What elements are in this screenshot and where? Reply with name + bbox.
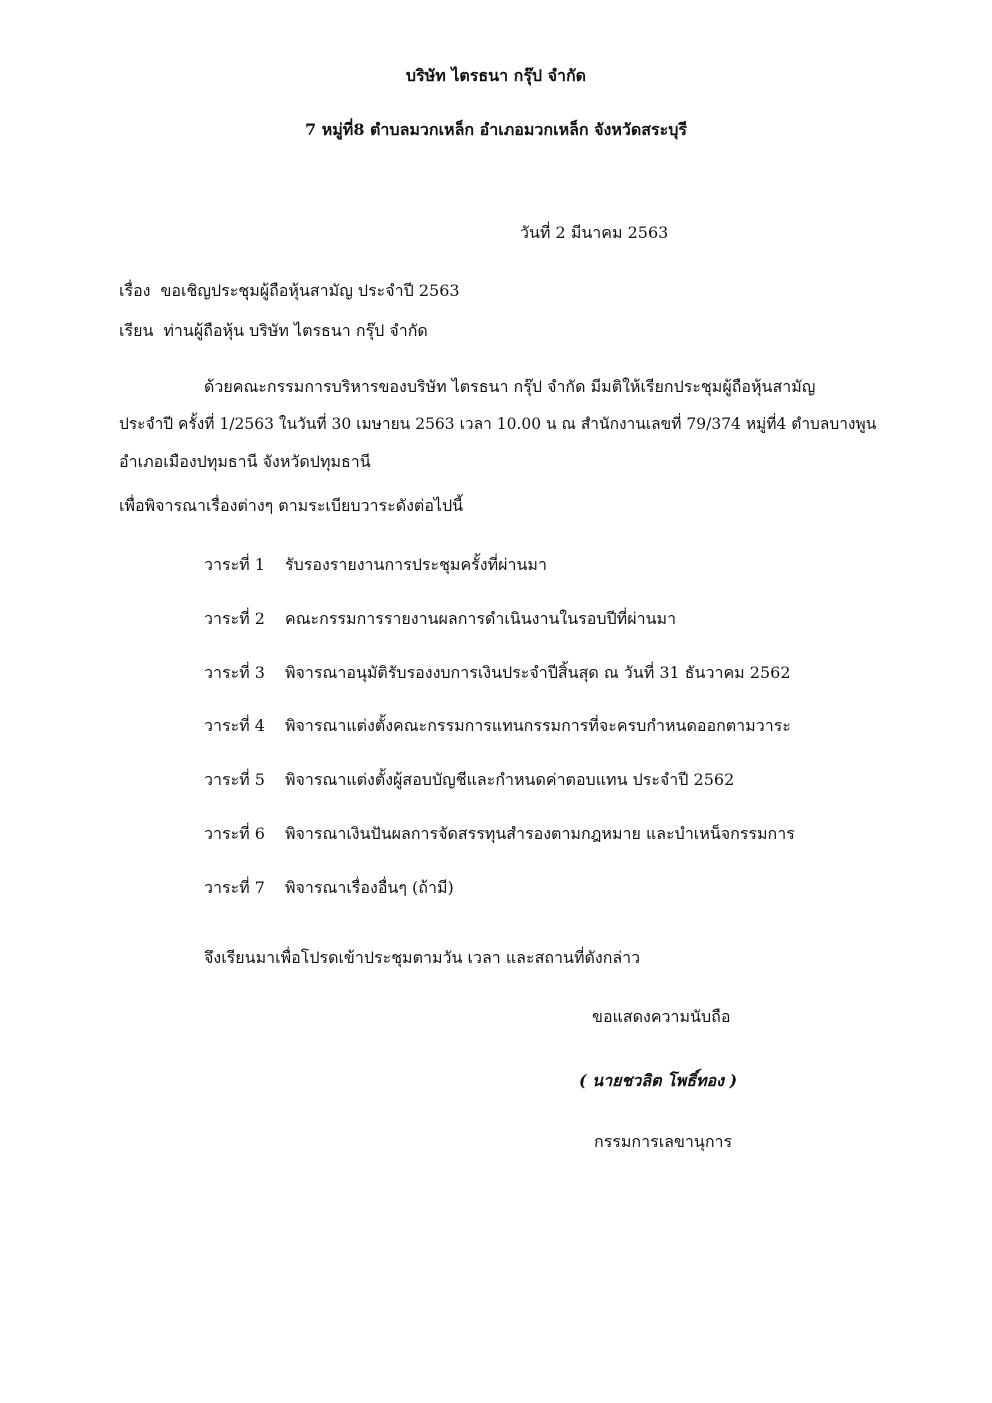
agenda-number: วาระที่ 6 [204, 824, 265, 843]
closing-sentence: จึงเรียนมาเพื่อโปรดเข้าประชุมตามวัน เวลา และสถานที่ดังกล่าว [204, 948, 641, 967]
agenda-text: พิจารณาแต่งตั้งผู้สอบบัญชีและกำหนดค่าตอบแทน ประจำปี 2562 [285, 770, 735, 789]
recipient-label: เรียน [119, 321, 154, 340]
agenda-text: พิจารณาเงินปันผลการจัดสรรทุนสำรองตามกฎหมาย และบำเหน็จกรรมการ [285, 824, 795, 843]
agenda-text: รับรองรายงานการประชุมครั้งที่ผ่านมา [285, 555, 547, 574]
body-line-3: อำเภอเมืองปทุมธานี จังหวัดปทุมธานี [119, 452, 371, 471]
agenda-number: วาระที่ 7 [204, 878, 265, 897]
agenda-number: วาระที่ 4 [204, 716, 265, 735]
body-line-2: ประจำปี ครั้งที่ 1/2563 ในวันที่ 30 เมษายน 2563 เวลา 10.00 น ณ สำนักงานเลขที่ 79/374 หมู่ที่4 ตำบลบางพูน [119, 415, 877, 433]
agenda-number: วาระที่ 2 [204, 609, 265, 628]
agenda-number: วาระที่ 1 [204, 555, 265, 574]
agenda-text: พิจารณาอนุมัติรับรองงบการเงินประจำปีสิ้นสุด ณ วันที่ 31 ธันวาคม 2562 [285, 663, 791, 682]
agenda-number: วาระที่ 5 [204, 770, 265, 789]
agenda-text: พิจารณาเรื่องอื่นๆ (ถ้ามี) [285, 878, 454, 897]
signatory-title: กรรมการเลขานุการ [594, 1132, 733, 1151]
agenda-text: พิจารณาแต่งตั้งคณะกรรมการแทนกรรมการที่จะครบกำหนดออกตามวาระ [285, 716, 791, 735]
agenda-number: วาระที่ 3 [204, 663, 265, 682]
body-line-1: ด้วยคณะกรรมการบริหารของบริษัท ไตรธนา กรุ๊ป จำกัด มีมติให้เรียกประชุมผู้ถือหุ้นสามัญ [204, 377, 816, 396]
agenda-text: คณะกรรมการรายงานผลการดำเนินงานในรอบปีที่ผ่านมา [285, 609, 677, 628]
subject-label: เรื่อง [119, 281, 151, 300]
signatory-name: ( นายชวลิต โพธิ์ทอง ) [579, 1071, 738, 1090]
company-name: บริษัท ไตรธนา กรุ๊ป จำกัด [405, 66, 587, 85]
subject-line [119, 281, 460, 301]
company-address: 7 หมู่ที่8 ตำบลมวกเหล็ก อำเภอมวกเหล็ก จังหวัดสระบุรี [304, 120, 687, 139]
recipient-text: ท่านผู้ถือหุ้น บริษัท ไตรธนา กรุ๊ป จำกัด [163, 321, 428, 340]
recipient-line [119, 321, 428, 341]
regards: ขอแสดงความนับถือ [592, 1007, 731, 1026]
letter-date: วันที่ 2 มีนาคม 2563 [520, 223, 669, 242]
body-line-4: เพื่อพิจารณาเรื่องต่างๆ ตามระเบียบวาระดังต่อไปนี้ [119, 496, 464, 515]
subject-text: ขอเชิญประชุมผู้ถือหุ้นสามัญ ประจำปี 2563 [160, 281, 460, 300]
